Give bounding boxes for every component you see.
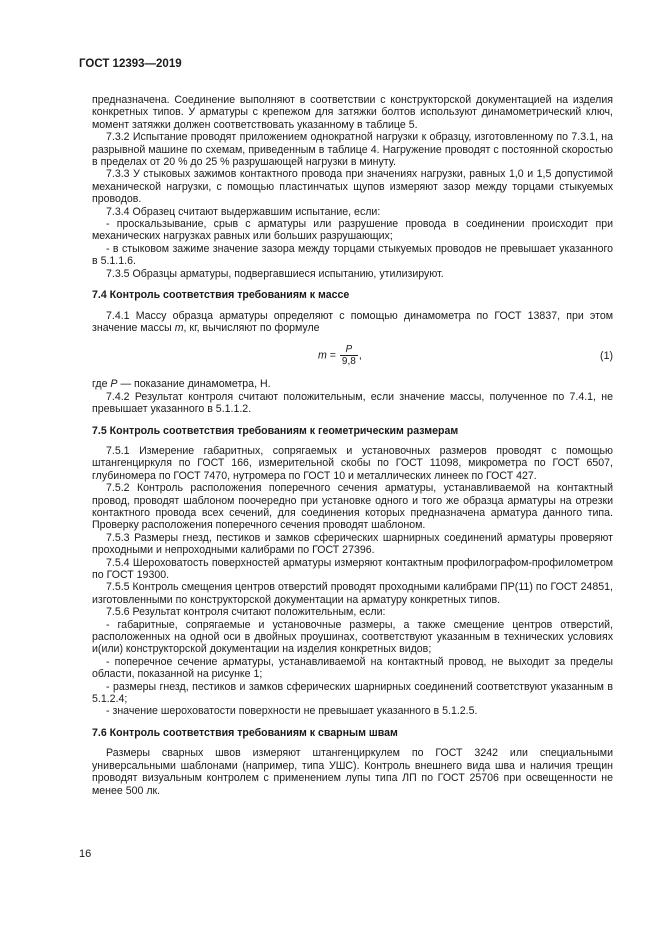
paragraph-7-6: Размеры сварных швов измеряют штангенциркулем по ГОСТ 3242 или специальными универсальными шаблонами (например, типа УШС). Контроль внешнего вида шва и наличия трещин проводят визуальным контролем с применением лупы типа ЛП по ГОСТ 25706 при освещенности не менее 500 лк.	[92, 747, 613, 797]
paragraph-7-5-6: 7.5.6 Результат контроля считают положительным, если:	[106, 606, 386, 619]
paragraph: предназначена. Соединение выполняют в соответствии с конструкторской документацией на изделия конкретных типов. У арматуры с крепежом для затяжки болтов используют динамометрический ключ, момент затяжки должен соответствовать указанному в таблице 5.	[92, 94, 613, 131]
paragraph-7-3-3: 7.3.3 У стыковых зажимов контактного провода при значениях нагрузки, равных 1,0 и 1,5 допустимой механической нагрузки, с помощью пластинчатых щупов измеряют зазор между торцами стыкуемых проводов.	[92, 168, 613, 206]
formula-fraction	[340, 344, 358, 367]
list-item: - значение шероховатости поверхности не превышает указанного в 5.1.2.5.	[106, 705, 478, 718]
paragraph-7-5-2: 7.5.2 Контроль расположения поперечного сечения арматуры, устанавливаемой на контактный провод, проводят шаблоном поочередно при установке одного и того же образца арматуры на отрезки контактного провода всех сечений, для соединения которых предназначена арматура данного типа. Проверку расположения поперечного сечения проводят шаблоном.	[92, 482, 613, 532]
formula-tail: ,	[358, 349, 362, 362]
variable-p: P	[110, 378, 118, 391]
formula-expression	[318, 344, 362, 367]
paragraph-7-5-5: 7.5.5 Контроль смещения центров отверстий проводят проходными калибрами ПР(11) по ГОСТ 24851, изготовленными по конструкторской документации на арматуру конкретных типов.	[92, 581, 613, 606]
text-fragment: где	[92, 378, 108, 391]
formula-1	[92, 340, 613, 374]
paragraph-7-4-1	[92, 310, 613, 335]
list-item: - размеры гнезд, пестиков и замков сферических шарнирных соединений соответствуют указанным в 5.1.2.4;	[92, 680, 613, 706]
variable-m: m	[174, 321, 184, 334]
fraction-denominator: 9,8	[341, 356, 356, 368]
section-heading-7-6: 7.6 Контроль соответствия требованиям к сварным швам	[92, 726, 398, 739]
section-heading-7-5: 7.5 Контроль соответствия требованиям к геометрическим размерам	[92, 424, 459, 437]
formula-equals: =	[326, 349, 339, 362]
formula-legend	[92, 378, 613, 390]
paragraph-7-3-4: 7.3.4 Образец считают выдержавшим испытание, если:	[106, 205, 381, 218]
paragraph-7-3-2: 7.3.2 Испытание проводят приложением однократной нагрузки к образцу, изготовленному по 7.3.1, на разрывной машине по схемам, приведенным в таблице 4. Нагружение проводят с постоянной скоростью в пределах от 20 % до 25 % разрушающей нагрузки в минуту.	[92, 131, 613, 169]
list-item: - поперечное сечение арматуры, устанавливаемой на контактный провод, не выходит за пределы области, показанной на рисунке 1;	[92, 655, 613, 681]
text-fragment: — показание динамометра, Н.	[117, 378, 271, 391]
document-header: ГОСТ 12393—2019	[79, 58, 182, 70]
text-fragment: 7.4.1 Массу образца арматуры определяют с помощью динамометра по ГОСТ 13837, при этом значение массы	[92, 309, 613, 334]
section-heading-7-4: 7.4 Контроль соответствия требованиям к массе	[92, 289, 350, 302]
paragraph-7-3-5: 7.3.5 Образцы арматуры, подвергавшиеся испытанию, утилизируют.	[106, 267, 444, 280]
paragraph-7-5-3: 7.5.3 Размеры гнезд, пестиков и замков сферических шарнирных соединений арматуры проверяют проходными и непроходными калибрами по ГОСТ 27396.	[92, 531, 613, 557]
document-body	[92, 94, 613, 797]
paragraph-7-4-2: 7.4.2 Результат контроля считают положительным, если значение массы, полученное по 7.4.1, не превышает указанного в 5.1.1.2.	[92, 390, 613, 416]
list-item: - габаритные, сопрягаемые и установочные размеры, а также смещение центров отверстий, расположенных на одной оси в двойных проушинах, соответствуют указанным в технических условиях и(или) конструкторской документации на изделия конкретных видов;	[92, 618, 613, 656]
formula-lhs: m	[318, 349, 327, 362]
list-item: - в стыковом зажиме значение зазора между торцами стыкуемых проводов не превышает указанного в 5.1.1.6.	[92, 242, 613, 268]
text-fragment: , кг, вычисляют по формуле	[183, 321, 320, 334]
paragraph-7-5-1: 7.5.1 Измерение габаритных, сопрягаемых и установочных размеров проводят с помощью штангенциркуля по ГОСТ 166, измерительной скобы по ГОСТ 11098, микрометра по ГОСТ 6507, глубиномера по ГОСТ 7470, нутромера по ГОСТ 10 и металлических линеек по ГОСТ 427.	[92, 444, 613, 482]
page-number: 16	[79, 848, 92, 860]
fraction-numerator: P	[340, 344, 358, 356]
formula-number: (1)	[600, 350, 613, 363]
paragraph-7-5-4: 7.5.4 Шероховатость поверхностей арматуры измеряют контактным профилографом-профилометром по ГОСТ 19300.	[92, 556, 613, 581]
list-item: - проскальзывание, срыв с арматуры или разрушение провода в соединении происходит при механических нагрузках равных или больших разрушающих;	[92, 218, 613, 243]
